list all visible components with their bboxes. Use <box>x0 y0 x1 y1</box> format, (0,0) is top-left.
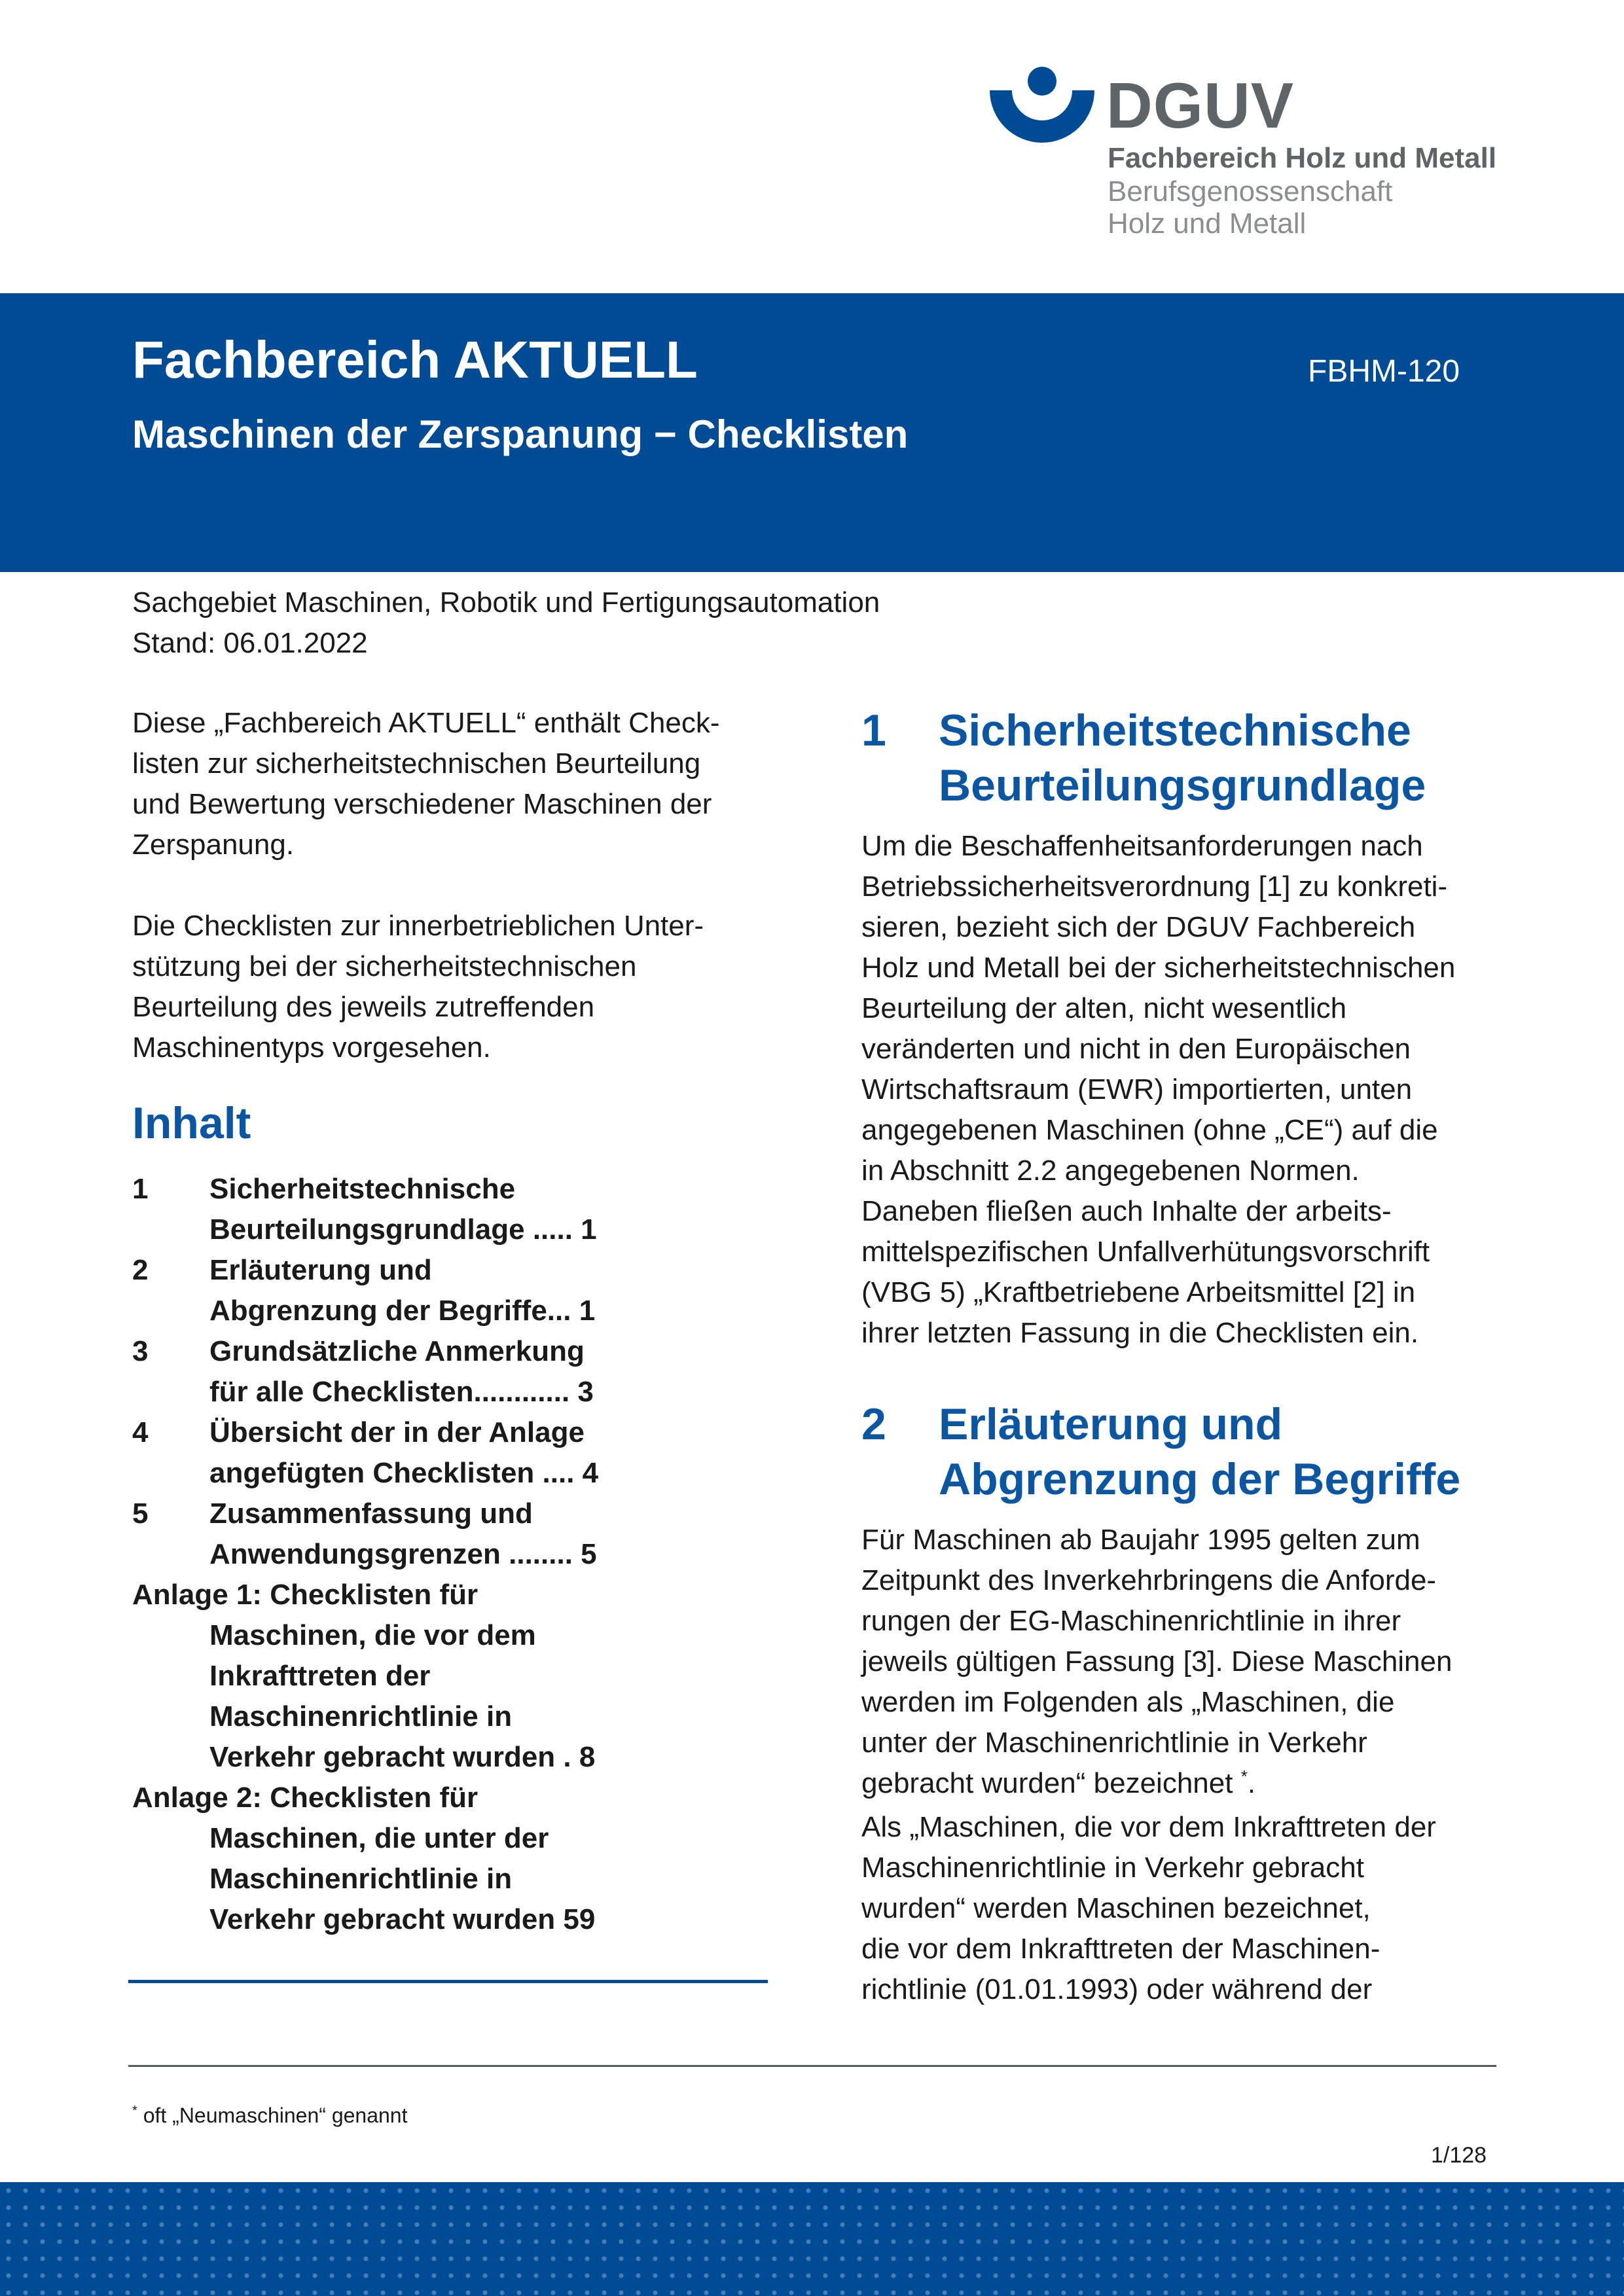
intro-paragraph-1 <box>132 703 780 865</box>
text-line: Maschinenrichtlinie in Verkehr gebracht <box>861 1852 1364 1884</box>
toc-entry-annex-2[interactable] <box>132 1778 780 1940</box>
text-line: Diese „Fachbereich AKTUELL“ enthält Check- <box>132 707 720 739</box>
toc-entry-1[interactable] <box>132 1169 780 1250</box>
text-line: Zerspanung. <box>132 829 295 861</box>
header-band <box>0 293 1624 572</box>
document-title: Fachbereich AKTUELL <box>132 331 698 389</box>
text-line: und Bewertung verschiedener Maschinen der <box>132 788 712 820</box>
toc-entry-line: Maschinenrichtlinie in <box>209 1863 513 1895</box>
toc-heading: Inhalt <box>132 1098 251 1148</box>
text-line: stützung bei der sicherheitstechnischen <box>132 950 637 982</box>
text-fragment: . <box>1247 1767 1256 1799</box>
text-line: Betriebssicherheitsverordnung [1] zu konkreti- <box>861 870 1448 903</box>
logo-wordmark: DGUV <box>1106 69 1295 141</box>
toc-entry-line: Sicherheitstechnische <box>209 1173 516 1205</box>
footnote <box>132 2105 407 2126</box>
logo-line-holz-metall: Holz und Metall <box>1108 207 1307 240</box>
text-line-with-footnote <box>861 1763 1496 1807</box>
section-2-heading <box>861 1397 1496 1507</box>
document-code: FBHM-120 <box>1308 354 1460 389</box>
text-line: richtlinie (01.01.1993) oder während der <box>861 1973 1373 2005</box>
text-line: Für Maschinen ab Baujahr 1995 gelten zum <box>861 1524 1420 1556</box>
toc-entry-line: Inkrafttreten der <box>209 1660 431 1692</box>
toc-entry-line: Maschinenrichtlinie in <box>209 1700 513 1732</box>
right-column <box>861 703 1496 2010</box>
document-date: Stand: 06.01.2022 <box>132 627 368 659</box>
section-title-line: Erläuterung und <box>939 1399 1283 1449</box>
section-number: 2 <box>861 1399 886 1449</box>
text-line: Wirtschaftsraum (EWR) importierten, unten <box>861 1073 1413 1105</box>
toc-entry-number: 3 <box>132 1335 149 1367</box>
text-line: Beurteilung des jeweils zutreffenden <box>132 991 595 1023</box>
toc-entry-3[interactable] <box>132 1331 780 1412</box>
text-line: (VBG 5) „Kraftbetriebene Arbeitsmittel [2] in <box>861 1276 1416 1308</box>
toc-entry-4[interactable] <box>132 1412 780 1494</box>
text-line: unter der Maschinenrichtlinie in Verkehr <box>861 1727 1367 1759</box>
document-meta <box>132 583 880 664</box>
toc-entry-line: Abgrenzung der Begriffe... 1 <box>209 1295 596 1327</box>
text-line: Die Checklisten zur innerbetrieblichen Unter- <box>132 910 704 942</box>
footnote-mark: * <box>132 2104 137 2118</box>
toc-entry-line: Beurteilungsgrundlage ..... 1 <box>209 1213 597 1246</box>
logo-line-bg: Berufsgenossenschaft <box>1108 175 1393 207</box>
footnote-reference[interactable]: * <box>1240 1767 1248 1786</box>
text-line: Zeitpunkt des Inverkehrbringens die Anforde- <box>861 1564 1437 1596</box>
section-title-line: Sicherheitstechnische <box>939 706 1411 755</box>
toc-entry-line: Grundsätzliche Anmerkung <box>209 1335 585 1367</box>
toc-entry-line: Anlage 1: Checklisten für <box>132 1579 478 1611</box>
text-line: Daneben fließen auch Inhalte der arbeits- <box>861 1195 1392 1227</box>
footnote-divider <box>128 2065 1496 2067</box>
toc-entry-line: Erläuterung und <box>209 1254 432 1286</box>
text-line: Als „Maschinen, die vor dem Inkrafttreten der <box>861 1811 1436 1843</box>
toc-entry-number: 5 <box>132 1498 149 1530</box>
footnote-text: oft „Neumaschinen“ genannt <box>137 2104 408 2127</box>
toc-entry-line: Anwendungsgrenzen ........ 5 <box>209 1538 597 1570</box>
text-line: ihrer letzten Fassung in die Checklisten ein. <box>861 1317 1419 1349</box>
text-line: Um die Beschaffenheitsanforderungen nach <box>861 830 1423 862</box>
text-line: in Abschnitt 2.2 angegebenen Normen. <box>861 1155 1360 1187</box>
text-line: Beurteilung der alten, nicht wesentlich <box>861 992 1347 1024</box>
text-fragment: gebracht wurden“ bezeichnet <box>861 1767 1241 1799</box>
toc-entry-line: Zusammenfassung und <box>209 1498 533 1530</box>
section-title-line: Beurteilungsgrundlage <box>939 761 1426 810</box>
toc-entry-line: Verkehr gebracht wurden . 8 <box>209 1741 596 1773</box>
toc-bottom-rule <box>128 1980 768 1983</box>
text-line: sieren, bezieht sich der DGUV Fachbereich <box>861 911 1416 943</box>
toc-entry-line: für alle Checklisten............ 3 <box>209 1376 594 1408</box>
toc-entry-number: 1 <box>132 1173 149 1205</box>
text-line: Holz und Metall bei der sicherheitstechnischen <box>861 952 1456 984</box>
text-line: listen zur sicherheitstechnischen Beurteilung <box>132 747 701 780</box>
text-line: werden im Folgenden als „Maschinen, die <box>861 1686 1395 1718</box>
section-number: 1 <box>861 706 886 755</box>
text-line: jeweils gültigen Fassung [3]. Diese Maschinen <box>861 1645 1453 1677</box>
document-subtitle: Maschinen der Zerspanung − Checklisten <box>132 412 909 456</box>
text-line: Maschinentyps vorgesehen. <box>132 1031 491 1064</box>
toc-entry-line: Übersicht der in der Anlage <box>209 1416 585 1448</box>
section-title-line: Abgrenzung der Begriffe <box>939 1454 1461 1504</box>
logo-line-fachbereich: Fachbereich Holz und Metall <box>1108 142 1497 174</box>
section-2-body <box>861 1520 1496 2010</box>
toc-entry-line: Anlage 2: Checklisten für <box>132 1782 478 1814</box>
toc-entry-line: Verkehr gebracht wurden 59 <box>209 1903 596 1935</box>
toc-entry-line: Maschinen, die vor dem <box>209 1619 536 1651</box>
toc-entry-5[interactable] <box>132 1494 780 1575</box>
dotted-footer-band <box>0 2182 1624 2296</box>
toc-entry-2[interactable] <box>132 1250 780 1331</box>
section-1-heading <box>861 703 1496 813</box>
text-line: rungen der EG-Maschinenrichtlinie in ihrer <box>861 1605 1401 1637</box>
text-line: wurden“ werden Maschinen bezeichnet, <box>861 1892 1371 1924</box>
toc-entry-annex-1[interactable] <box>132 1575 780 1778</box>
left-column <box>132 703 780 1940</box>
page-number: 1/128 <box>1431 2143 1487 2168</box>
intro-paragraph-2 <box>132 906 780 1068</box>
table-of-contents <box>132 1169 780 1940</box>
subject-area: Sachgebiet Maschinen, Robotik und Fertigungsautomation <box>132 586 880 619</box>
toc-entry-number: 4 <box>132 1416 149 1448</box>
toc-entry-line: angefügten Checklisten .... 4 <box>209 1457 599 1489</box>
dguv-figure-icon <box>990 64 1094 143</box>
toc-entry-number: 2 <box>132 1254 149 1286</box>
text-line: die vor dem Inkrafttreten der Maschinen- <box>861 1933 1380 1965</box>
toc-entry-line: Maschinen, die unter der <box>209 1822 549 1854</box>
section-1-body <box>861 826 1496 1354</box>
text-line: angegebenen Maschinen (ohne „CE“) auf die <box>861 1114 1438 1146</box>
text-line: veränderten und nicht in den Europäischen <box>861 1033 1411 1065</box>
text-line: mittelspezifischen Unfallverhütungsvorschrift <box>861 1236 1430 1268</box>
